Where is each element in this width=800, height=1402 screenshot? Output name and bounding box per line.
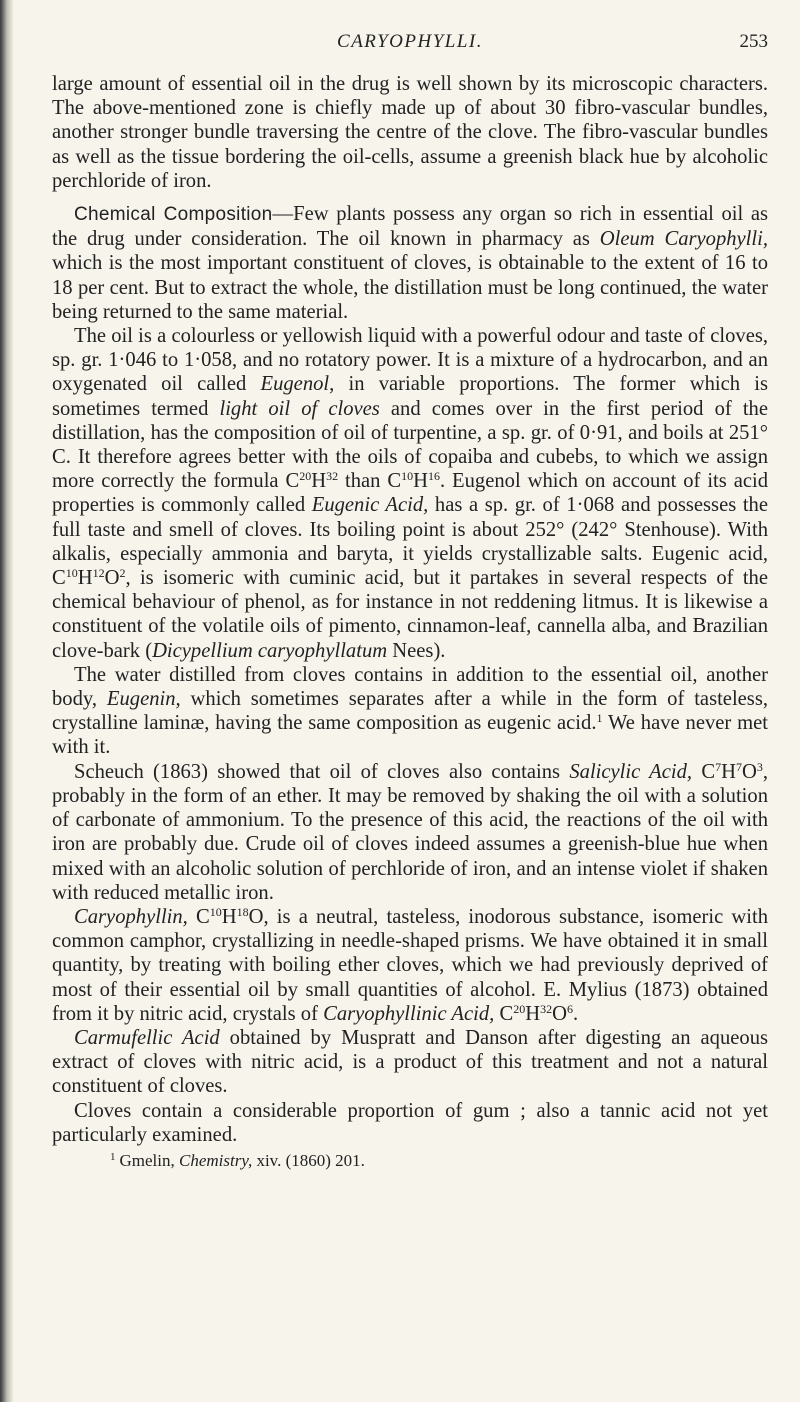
paragraph-caryophyllin: Caryophyllin, $C^{10}H^{18}O$, is a neutral, tasteless, inodorous substance, isomeric with common camphor, crystallizing in needle-shaped prisms. We have obtained it in small quantity, by treating with boiling ether cloves, which we had previously deprived of most of their essential oil by small quantities of alcohol. E. Mylius (1873) obtained from it by nitric acid, crystals of Caryophyllinic Acid, $C^{20}H^{32}O^6$. [52, 904, 769, 1025]
paragraph-oil-properties: The oil is a colourless or yellowish liquid with a powerful odour and taste of cloves, sp. gr. 1·046 to 1·058, and no rotatory power. It is a mixture of a hydrocarbon, and an oxygenated oil called Eugenol, in variable proportions. The former which is sometimes termed light oil of cloves and comes over in the first period of the distillation, has the composition of oil of turpentine, a sp. gr. of 0·91, and boils at 251° C. It therefore agrees better with the oils of copaiba and cubebs, to which we assign more correctly the formula $C^{20}H^{32}$ than $C^{10}H^{16}$. Eugenol which on account of its acid properties is commonly called Eugenic Acid, has a sp. gr. of 1·068 and possesses the full taste and smell of cloves. Its boiling point is about 252° (242° Stenhouse). With alkalis, especially ammonia and baryta, it yields crystallizable salts. Eugenic acid, $C^{10}H^{12}O^2$, is isomeric with cuminic acid, but it partakes in several respects of the chemical behaviour of phenol, as for instance in not reddening litmus. It is likewise a constituent of the volatile oils of pimento, cinnamon-leaf, cannella alba, and Brazilian clove-bark (Dicypellium caryophyllatum Nees). [52, 325, 768, 662]
page-header [52, 30, 768, 56]
footnote: $^1$ Gmelin, Chemistry, xiv. (1860) 201. [110, 1150, 365, 1170]
paragraph-chemical-composition: Chemical Composition—Few plants possess any organ so rich in essential oil as the drug under consideration. The oil known in pharmacy as Oleum Caryophylli, which is the most important constituent of cloves, is obtainable to the extent of 16 to 18 per cent. But to extract the whole, the distillation must be long continued, the water being returned to the same material. [52, 203, 768, 323]
paragraph-salicylic-acid: Scheuch (1863) showed that oil of cloves also contains Salicylic Acid, $C^7H^7O^3$, probably in the form of an ether. It may be removed by shaking the oil with a solution of carbonate of ammonium. To the presence of this acid, the reactions of the oil with iron are probably due. Crude oil of cloves indeed assumes a greenish-blue hue when mixed with an alcoholic solution of perchloride of iron, and an intense violet if shaken with reduced metallic iron. [52, 759, 768, 904]
section-heading: Chemical Composition [74, 204, 273, 226]
paragraph-microscopic-characters: large amount of essential oil in the drug is well shown by its microscopic characters. The above-mentioned zone is chiefly made up of about 30 fibro-vascular bundles, another stronger bundle traversing the centre of the clove. The fibro-vascular bundles as well as the tissue bordering the oil-cells, assume a greenish black hue by alcoholic perchloride of iron. [52, 73, 768, 192]
footnote-mark: 1 [110, 1150, 116, 1163]
page-number: 253 [739, 31, 768, 52]
running-title: CARYOPHYLLI. [337, 31, 483, 52]
paragraph-gum-tannic-acid: Cloves contain a considerable proportion of gum ; also a tannic acid not yet particularly examined. [52, 1099, 768, 1146]
paragraph-eugenin: The water distilled from cloves contains in addition to the essential oil, another body, Eugenin, which sometimes separates after a while in the form of tasteless, crystalline laminæ, having the same composition as eugenic acid.$^1$ We have never met with it. [52, 663, 768, 759]
footnote-reference: 1 [596, 711, 603, 726]
page-gutter-shadow [0, 0, 14, 1402]
book-page [52, 30, 768, 1171]
paragraph-carmufellic-acid: Carmufellic Acid obtained by Muspratt and Danson after digesting an aqueous extract of cloves with nitric acid, is a product of this treatment and not a natural constituent of cloves. [52, 1026, 769, 1098]
